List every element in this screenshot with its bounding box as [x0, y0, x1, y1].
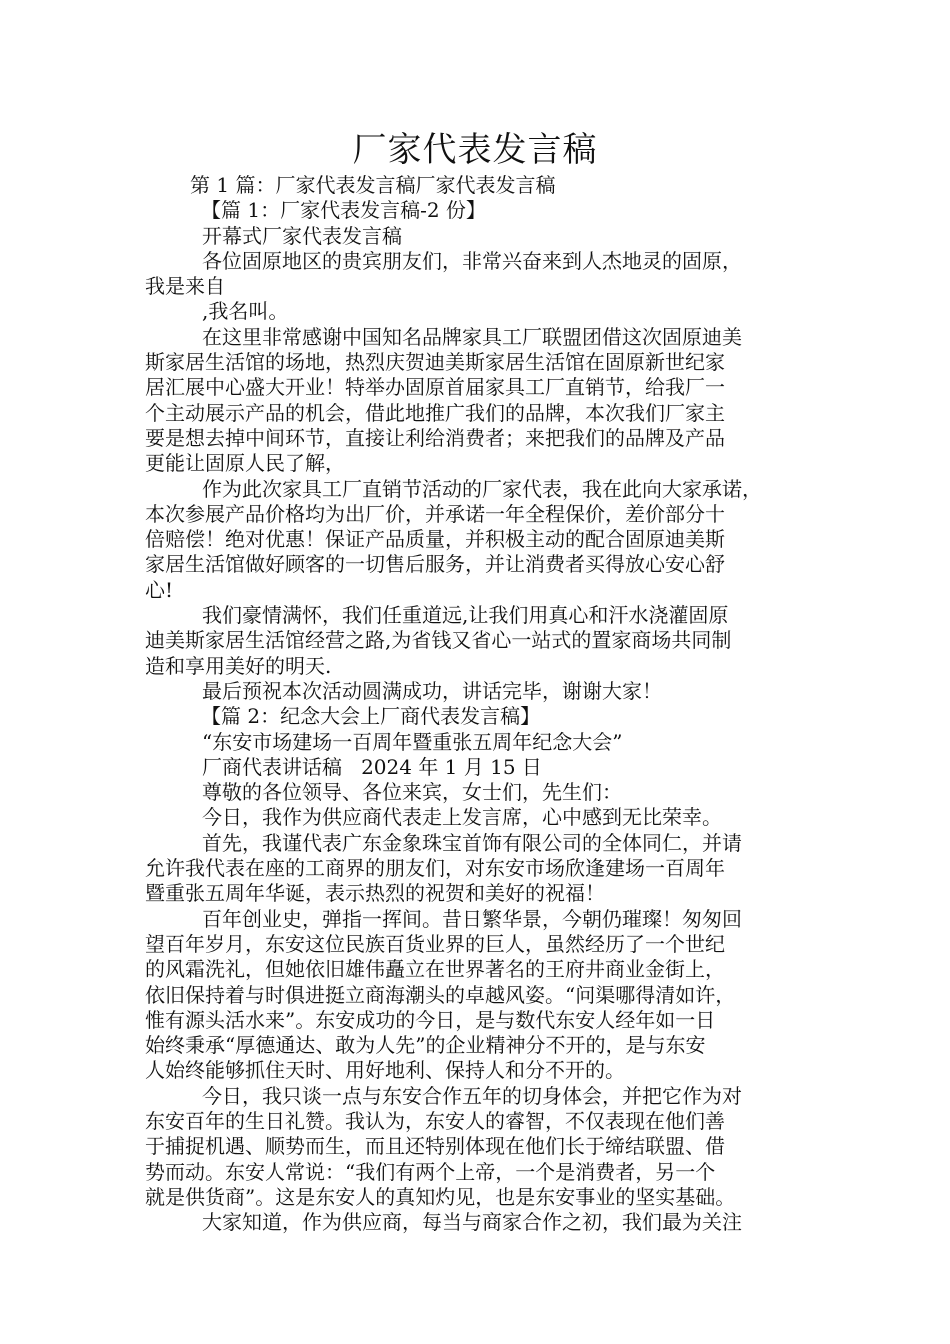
paragraph-line: 允许我代表在座的工商界的朋友们，对东安市场欣逢建场一百周年 [145, 856, 725, 881]
paragraph-line: 今日，我只谈一点与东安合作五年的切身体会，并把它作为对 [202, 1083, 742, 1108]
paragraph-line: 心! [145, 577, 174, 602]
paragraph-line: 倍赔偿！绝对优惠！保证产品质量，并积极主动的配合固原迪美斯 [145, 527, 725, 552]
document-title: 厂家代表发言稿 [352, 130, 598, 170]
paragraph-line: 我们豪情满怀，我们任重道远,让我们用真心和汗水浇灌固原 [202, 603, 729, 628]
paragraph-line: 斯家居生活馆的场地，热烈庆贺迪美斯家居生活馆在固原新世纪家 [145, 350, 725, 375]
paragraph-line: ,我名叫。 [202, 299, 289, 324]
paragraph-line: 造和享用美好的明天. [145, 653, 332, 678]
paragraph-line: 势而动。东安人常说：“我们有两个上帝，一个是消费者，另一个 [145, 1159, 716, 1184]
paragraph-line: “东安市场建场一百周年暨重张五周年纪念大会” [202, 729, 623, 754]
paragraph-line: 更能让固原人民了解， [145, 451, 345, 476]
paragraph-line: 大家知道，作为供应商，每当与商家合作之初，我们最为关注 [202, 1210, 742, 1235]
paragraph-line: 首先，我谨代表广东金象珠宝首饰有限公司的全体同仁，并请 [202, 830, 742, 855]
paragraph-line: 东安百年的生日礼赞。我认为，东安人的睿智，不仅表现在他们善 [145, 1108, 725, 1133]
paragraph-line: 作为此次家具工厂直销节活动的厂家代表，我在此向大家承诺， [202, 476, 762, 501]
paragraph-line: 要是想去掉中间环节，直接让利给消费者；来把我们的品牌及产品 [145, 425, 725, 450]
paragraph-line: 暨重张五周年华诞，表示热烈的祝贺和美好的祝福！ [145, 881, 605, 906]
article-heading: 【篇 2：纪念大会上厂商代表发言稿】 [201, 704, 541, 729]
paragraph-line: 我是来自 [145, 274, 225, 299]
paragraph-line: 厂商代表讲话稿 2024 年 1 月 15 日 [202, 754, 542, 779]
section-heading: 第 1 篇：厂家代表发言稿厂家代表发言稿 [190, 173, 556, 197]
paragraph-line: 家居生活馆做好顾客的一切售后服务，并让消费者买得放心安心舒 [145, 552, 725, 577]
paragraph-line: 惟有源头活水来”。东安成功的今日，是与数代东安人经年如一日 [145, 1007, 716, 1032]
paragraph-line: 于捕捉机遇、顺势而生，而且还特别体现在他们长于缔结联盟、借 [145, 1134, 725, 1159]
paragraph-line: 依旧保持着与时俱进挺立商海潮头的卓越风姿。“问渠哪得清如许， [145, 982, 736, 1007]
paragraph-line: 人始终能够抓住天时、用好地利、保持人和分不开的。 [145, 1058, 625, 1083]
paragraph-line: 本次参展产品价格均为出厂价，并承诺一年全程保价，差价部分十 [145, 501, 725, 526]
paragraph-line: 今日，我作为供应商代表走上发言席，心中感到无比荣幸。 [202, 805, 722, 830]
paragraph-line: 居汇展中心盛大开业！特举办固原首届家具工厂直销节，给我厂一 [145, 375, 725, 400]
paragraph-line: 在这里非常感谢中国知名品牌家具工厂联盟团借这次固原迪美 [202, 324, 742, 349]
paragraph-line: 的风霜洗礼，但她依旧雄伟矗立在世界著名的王府井商业金街上， [145, 957, 725, 982]
paragraph-line: 尊敬的各位领导、各位来宾，女士们，先生们： [202, 780, 622, 805]
paragraph-line: 就是供货商”。这是东安人的真知灼见，也是东安事业的坚实基础。 [145, 1184, 736, 1209]
paragraph-line: 百年创业史，弹指一挥间。昔日繁华景，今朝仍璀璨！匆匆回 [202, 906, 742, 931]
paragraph-line: 望百年岁月，东安这位民族百货业界的巨人，虽然经历了一个世纪 [145, 931, 725, 956]
paragraph-line: 各位固原地区的贵宾朋友们，非常兴奋来到人杰地灵的固原， [202, 248, 742, 273]
document-body [145, 173, 817, 1235]
paragraph-line: 始终秉承“厚德通达、敢为人先”的企业精神分不开的，是与东安 [145, 1033, 706, 1058]
paragraph-line: 开幕式厂家代表发言稿 [202, 223, 402, 248]
article-heading: 【篇 1：厂家代表发言稿-2 份】 [201, 198, 486, 223]
paragraph-line: 迪美斯家居生活馆经营之路,为省钱又省心一站式的置家商场共同制 [145, 628, 732, 653]
paragraph-line: 个主动展示产品的机会，借此地推广我们的品牌，本次我们厂家主 [145, 400, 725, 425]
paragraph-line: 最后预祝本次活动圆满成功，讲话完毕，谢谢大家！ [202, 678, 662, 703]
